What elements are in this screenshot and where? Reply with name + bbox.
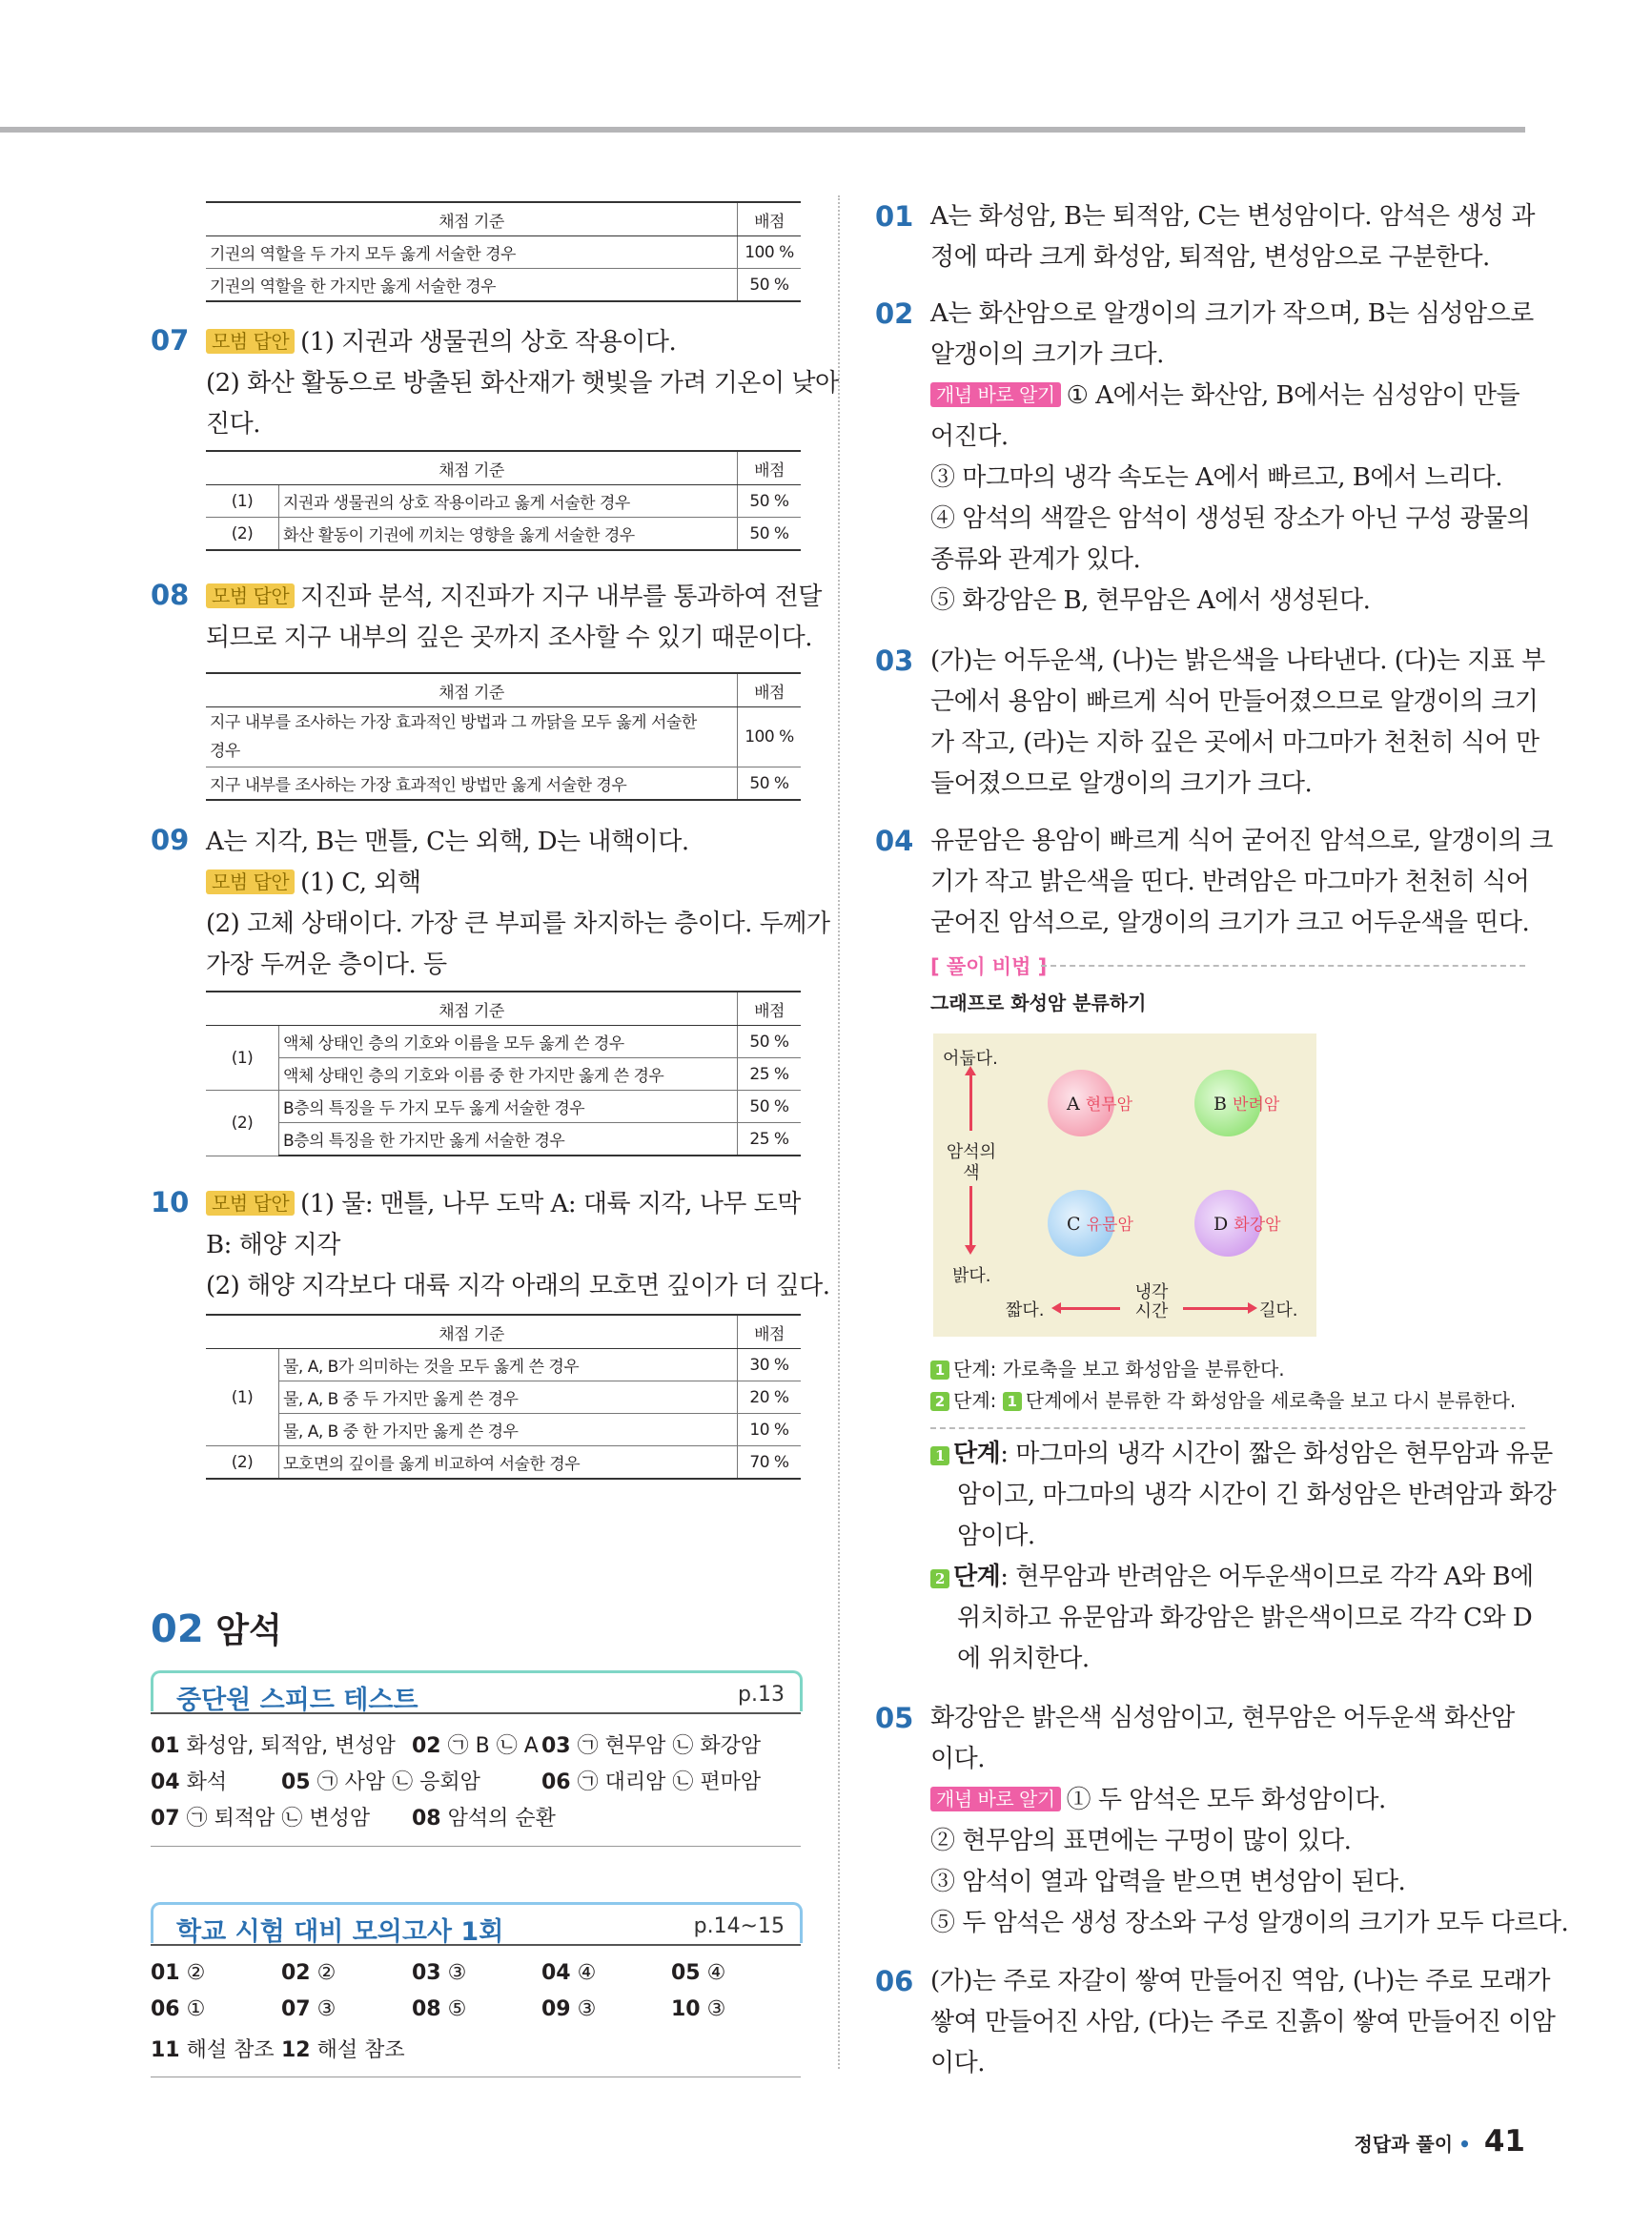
circle-a-label (1067, 1091, 1200, 1115)
text-line: 진다. (206, 410, 260, 439)
text-line: 되므로 지구 내부의 깊은 곳까지 조사할 수 있기 때문이다. (206, 624, 813, 652)
arrow-up-icon (965, 1066, 976, 1075)
text-line: : 현무암과 반려암은 어두운색이므로 각각 A와 B에 (1000, 1563, 1534, 1591)
answer-text: ㉠ B ㉡ A (447, 1734, 539, 1758)
rock-name: 유문암 (1086, 1216, 1133, 1235)
cell: 물, A, B 중 한 가지만 옳게 쓴 경우 (279, 1414, 738, 1446)
text-line: 근에서 용암이 빠르게 식어 만들어졌으므로 알갱이의 크기 (930, 687, 1539, 716)
answer-num: 04 (541, 1961, 571, 1985)
cell: 30 % (738, 1349, 802, 1381)
x-axis-label: 냉각 시간 (1134, 1282, 1169, 1321)
text-line: 기가 작고 밝은색을 띤다. 반려암은 마그마가 천천히 식어 (930, 868, 1530, 896)
text-line: 에 위치한다. (957, 1645, 1090, 1673)
circle-b (1194, 1070, 1280, 1136)
text-line: ⑤ 화강암은 B, 현무암은 A에서 생성된다. (930, 586, 1371, 615)
arrow-left-icon (1051, 1302, 1061, 1314)
answer-text: ③ (447, 1961, 467, 1985)
x-axis-left: 짧다. (1006, 1300, 1045, 1320)
answer-06 (930, 1961, 1556, 2084)
section-name: 암석 (215, 1611, 282, 1650)
y-arrow-up-shaft (969, 1074, 972, 1131)
answer-text: ⑤ (447, 1997, 467, 2021)
speed-answer (151, 1766, 227, 1795)
speed-answer (412, 1729, 539, 1759)
rock-name: 화강암 (1234, 1216, 1281, 1235)
step-label: 단계 (953, 1440, 1001, 1468)
page-footer (1354, 2124, 1525, 2158)
cell: 액체 상태인 층의 기호와 이름을 모두 옳게 쓴 경우 (279, 1026, 738, 1058)
answer-08 (206, 577, 822, 659)
top-rule (0, 127, 1525, 133)
th-score: 배점 (738, 451, 802, 485)
answer-07 (206, 322, 839, 445)
text-line: 정에 따라 크게 화성암, 퇴적암, 변성암으로 구분한다. (930, 243, 1490, 272)
answer-text: ① (186, 1997, 206, 2021)
th-criteria: 채점 기준 (206, 673, 738, 707)
mock-answer (412, 1961, 466, 1985)
text-line: 가 작고, (라)는 지하 깊은 곳에서 마그마가 천천히 식어 만 (930, 728, 1540, 757)
cell: 10 % (738, 1414, 802, 1446)
cell: 50 % (738, 1091, 802, 1123)
mock-answer (671, 1961, 725, 1985)
answer-num: 12 (281, 2038, 311, 2062)
circle-c-label (1067, 1211, 1200, 1235)
text-line: 암이다. (957, 1522, 1035, 1550)
answer-num: 05 (281, 1770, 311, 1794)
y-arrow-down-shaft (969, 1186, 972, 1245)
answer-03 (930, 641, 1545, 805)
answer-num: 01 (151, 1961, 180, 1985)
answer-text: 해설 참조 (186, 2038, 275, 2062)
text-line: 가장 두꺼운 층이다. 등 (206, 951, 447, 979)
answer-num: 09 (541, 1997, 571, 2021)
secret-title: 그래프로 화성암 분류하기 (930, 992, 1147, 1014)
arrow-down-icon (965, 1245, 976, 1255)
text-line: ③ 마그마의 냉각 속도는 A에서 빠르고, B에서 느리다. (930, 463, 1502, 492)
cell: B층의 특징을 두 가지 모두 옳게 서술한 경우 (279, 1091, 738, 1123)
th-criteria: 채점 기준 (206, 1315, 738, 1349)
circle-b-label (1214, 1091, 1347, 1115)
answer-text: ㉠ 대리암 ㉡ 편마암 (577, 1770, 762, 1794)
cell: (1) (206, 1026, 279, 1091)
step-text: 단계에서 분류한 각 화성암을 세로축을 보고 다시 분류한다. (1025, 1389, 1517, 1412)
answer-text: ② (316, 1961, 337, 1985)
cell: 기권의 역할을 한 가지만 옳게 서술한 경우 (206, 269, 738, 302)
answer-text: ④ (577, 1961, 597, 1985)
text-line: 쌓여 만들어진 사암, (다)는 주로 진흙이 쌓여 만들어진 이암 (930, 2008, 1556, 2036)
question-number: 10 (151, 1186, 190, 1218)
question-number: 05 (875, 1702, 914, 1734)
mock-answer (541, 1997, 596, 2021)
answer-09 (206, 822, 830, 986)
x-axis-right: 길다. (1259, 1300, 1298, 1320)
dashed-rule (930, 1427, 1525, 1429)
step-text: : 가로축을 보고 화성암을 분류한다. (989, 1358, 1285, 1381)
answer-num: 11 (151, 2038, 180, 2062)
text-line: 화강암은 밝은색 심성암이고, 현무암은 어두운색 화산암 (930, 1704, 1515, 1732)
model-answer-tag: 모범 답안 (206, 329, 295, 354)
score-table-08 (206, 672, 801, 801)
text-line: 굳어진 암석으로, 알갱이의 크기가 크고 어두운색을 띤다. (930, 909, 1530, 937)
answer-text: ㉠ 퇴적암 ㉡ 변성암 (186, 1807, 371, 1831)
question-number: 07 (151, 324, 190, 357)
section-number: 02 (151, 1607, 204, 1651)
mock-answer (151, 1997, 205, 2021)
answer-num: 02 (281, 1961, 311, 1985)
text-line: A는 화성암, B는 퇴적암, C는 변성암이다. 암석은 생성 과 (930, 202, 1536, 231)
text-line: 유문암은 용암이 빠르게 식어 굳어진 암석으로, 알갱이의 크 (930, 827, 1553, 855)
text-line: (가)는 어두운색, (나)는 밝은색을 나타낸다. (다)는 지표 부 (930, 646, 1545, 675)
igneous-rock-graph (933, 1033, 1316, 1337)
cell: 모호면의 깊이를 옳게 비교하여 서술한 경우 (279, 1446, 738, 1480)
text-line: (2) 화산 활동으로 방출된 화산재가 햇빛을 가려 기온이 낮아 (206, 369, 839, 398)
th-score: 배점 (738, 992, 802, 1026)
speed-answer (412, 1802, 556, 1831)
answer-text: ③ (577, 1997, 597, 2021)
speed-answer (151, 1729, 396, 1759)
text-line: ① 두 암석은 모두 화성암이다. (1066, 1786, 1386, 1814)
box-rule (151, 1846, 801, 1847)
answer-02 (930, 294, 1534, 622)
circle-letter: A (1067, 1094, 1080, 1115)
th-criteria: 채점 기준 (206, 451, 738, 485)
answer-01 (930, 196, 1536, 278)
score-table-07 (206, 450, 801, 551)
step-number-icon: 1 (930, 1446, 949, 1465)
answer-text: ㉠ 현무암 ㉡ 화강암 (577, 1734, 762, 1758)
concept-tag: 개념 바로 알기 (930, 1787, 1061, 1811)
text-line: (1) 지권과 생물권의 상호 작용이다. (300, 328, 677, 357)
mock-answer (151, 1961, 205, 1985)
step-2 (930, 1385, 1516, 1413)
cell: 50 % (738, 518, 802, 551)
answer-text: 화석 (186, 1770, 228, 1794)
mock-answer (151, 2034, 275, 2063)
circle-c (1048, 1190, 1133, 1257)
mock-answer (412, 1997, 466, 2021)
box-rule (151, 1944, 801, 1946)
text-line: ③ 암석이 열과 압력을 받으면 변성암이 된다. (930, 1868, 1406, 1896)
cell: 50 % (738, 767, 802, 801)
step-label: 단계 (953, 1563, 1001, 1591)
y-axis-bottom: 밝다. (952, 1266, 991, 1286)
answer-num: 07 (151, 1807, 180, 1831)
text-line: 이다. (930, 1745, 985, 1773)
x-arrow-right-shaft (1183, 1307, 1248, 1310)
answer-text: ② (186, 1961, 206, 1985)
th-score: 배점 (738, 673, 802, 707)
step-label: 단계 (953, 1358, 990, 1381)
mock-answer (281, 1961, 336, 1985)
step-explanation (930, 1434, 1557, 1680)
cell: (1) (206, 485, 279, 518)
circle-a (1048, 1070, 1133, 1136)
th-criteria: 채점 기준 (206, 992, 738, 1026)
circle-letter: B (1214, 1094, 1227, 1115)
score-table-09 (206, 991, 801, 1156)
circle-letter: D (1214, 1214, 1229, 1235)
cell: 50 % (738, 269, 802, 302)
text-line: ① A에서는 화산암, B에서는 심성암이 만들 (1066, 381, 1520, 410)
y-axis-label: 암석의 색 (946, 1142, 997, 1183)
answer-text: ④ (706, 1961, 726, 1985)
text-line: (1) C, 외핵 (300, 869, 421, 897)
model-answer-tag: 모범 답안 (206, 869, 295, 894)
speed-test-header (151, 1670, 803, 1715)
text-line: (2) 고체 상태이다. 가장 큰 부피를 차지하는 층이다. 두께가 (206, 910, 830, 938)
speed-answer (281, 1766, 480, 1795)
secret-label: [ 풀이 비법 ] (930, 955, 1048, 978)
mock-answer (671, 1997, 725, 2021)
answer-num: 10 (671, 1997, 701, 2021)
mock-answer (281, 1997, 336, 2021)
question-number: 03 (875, 644, 914, 677)
text-line: ⑤ 두 암석은 생성 장소와 구성 알갱이의 크기가 모두 다르다. (930, 1909, 1569, 1937)
mock-test-header (151, 1902, 803, 1947)
answer-num: 05 (671, 1961, 701, 1985)
text-line: 암이고, 마그마의 냉각 시간이 긴 화성암은 반려암과 화강 (957, 1481, 1557, 1509)
speed-test-page: p.13 (738, 1683, 785, 1707)
text-line: 이다. (930, 2049, 985, 2077)
concept-tag: 개념 바로 알기 (930, 382, 1061, 407)
circle-letter: C (1067, 1214, 1081, 1235)
cell: (2) (206, 518, 279, 551)
cell: 50 % (738, 1026, 802, 1058)
circle-d (1194, 1190, 1281, 1257)
text-line: A는 화산암으로 알갱이의 크기가 작으며, B는 심성암으로 (930, 299, 1534, 328)
answer-num: 06 (541, 1770, 571, 1794)
text-line: (가)는 주로 자갈이 쌓여 만들어진 역암, (나)는 주로 모래가 (930, 1967, 1551, 1995)
answer-05 (930, 1698, 1569, 1944)
question-number: 01 (875, 200, 914, 233)
step-number-icon: 1 (930, 1361, 949, 1380)
speed-answer (541, 1766, 761, 1795)
th-score: 배점 (738, 202, 802, 236)
answer-num: 02 (412, 1734, 441, 1758)
answer-text: 암석의 순환 (447, 1807, 556, 1831)
text-line: 어진다. (930, 422, 1009, 451)
answer-text: ③ (706, 1997, 726, 2021)
question-number: 09 (151, 824, 190, 856)
step-number-icon: 1 (1003, 1392, 1022, 1411)
text-line: 종류와 관계가 있다. (930, 545, 1141, 574)
cell: 20 % (738, 1381, 802, 1414)
answer-num: 03 (541, 1734, 571, 1758)
cell: (2) (206, 1446, 279, 1480)
answer-num: 07 (281, 1997, 311, 2021)
step-1 (930, 1354, 1285, 1381)
speed-answer (541, 1729, 761, 1759)
column-divider (838, 195, 840, 2069)
cell: B층의 특징을 한 가지만 옳게 서술한 경우 (279, 1123, 738, 1156)
question-number: 08 (151, 579, 190, 611)
step-label: 단계 (953, 1389, 990, 1412)
cell-line: 지구 내부를 조사하는 가장 효과적인 방법과 그 까닭을 모두 옳게 서술한 (210, 713, 697, 732)
cell (206, 707, 738, 767)
th-score: 배점 (738, 1315, 802, 1349)
box-rule (151, 1712, 801, 1714)
cell: 기권의 역할을 두 가지 모두 옳게 서술한 경우 (206, 236, 738, 269)
question-number: 04 (875, 825, 914, 857)
bullet-icon: • (1458, 2133, 1471, 2156)
cell: 화산 활동이 기권에 끼치는 영향을 옳게 서술한 경우 (279, 518, 738, 551)
text-line: : 마그마의 냉각 시간이 짧은 화성암은 현무암과 유문 (1000, 1440, 1553, 1468)
answer-num: 01 (151, 1734, 180, 1758)
text-line: A는 지각, B는 맨틀, C는 외핵, D는 내핵이다. (206, 828, 689, 856)
rock-name: 반려암 (1233, 1095, 1280, 1115)
dashed-rule (1041, 965, 1525, 967)
answer-text: ③ (316, 1997, 337, 2021)
cell: 물, A, B 중 두 가지만 옳게 쓴 경우 (279, 1381, 738, 1414)
answer-num: 08 (412, 1807, 441, 1831)
step-text: : (989, 1389, 1003, 1412)
cell: 25 % (738, 1123, 802, 1156)
arrow-right-icon (1248, 1302, 1257, 1314)
cell: 25 % (738, 1058, 802, 1091)
mock-answer (541, 1961, 596, 1985)
page-number: 41 (1483, 2124, 1525, 2158)
cell: (2) (206, 1091, 279, 1156)
cell: 액체 상태인 층의 기호와 이름 중 한 가지만 옳게 쓴 경우 (279, 1058, 738, 1091)
text-line: ② 현무암의 표면에는 구멍이 많이 있다. (930, 1827, 1352, 1855)
step-number-icon: 2 (930, 1392, 949, 1411)
circle-d-label (1214, 1211, 1347, 1235)
answer-num: 03 (412, 1961, 441, 1985)
step-number-icon: 2 (930, 1569, 949, 1588)
speed-test-title: 중단원 스피드 테스트 (176, 1686, 418, 1715)
answer-num: 08 (412, 1997, 441, 2021)
answer-10 (206, 1184, 830, 1307)
text-line: (1) 물: 맨틀, 나무 도막 A: 대륙 지각, 나무 도막 (300, 1190, 801, 1218)
mock-test-title: 학교 시험 대비 모의고사 1회 (176, 1917, 504, 1947)
text-line: 지진파 분석, 지진파가 지구 내부를 통과하여 전달 (300, 583, 822, 611)
cell: 지권과 생물권의 상호 작용이라고 옳게 서술한 경우 (279, 485, 738, 518)
model-answer-tag: 모범 답안 (206, 1191, 295, 1216)
score-table-10 (206, 1314, 801, 1480)
section-title (151, 1604, 282, 1652)
text-line: 들어졌으므로 알갱이의 크기가 크다. (930, 769, 1313, 798)
rock-name: 현무암 (1085, 1095, 1133, 1115)
cell-line: 경우 (210, 742, 240, 761)
question-number: 02 (875, 297, 914, 330)
text-line: B: 해양 지각 (206, 1231, 340, 1259)
cell: 지구 내부를 조사하는 가장 효과적인 방법만 옳게 서술한 경우 (206, 767, 738, 801)
answer-num: 04 (151, 1770, 180, 1794)
cell: 물, A, B가 의미하는 것을 모두 옳게 쓴 경우 (279, 1349, 738, 1381)
footer-label: 정답과 풀이 (1354, 2133, 1454, 2156)
y-axis-top: 어둡다. (943, 1049, 998, 1069)
question-number: 06 (875, 1965, 914, 1997)
cell: (1) (206, 1349, 279, 1446)
answer-text: ㉠ 사암 ㉡ 응회암 (316, 1770, 480, 1794)
cell: 50 % (738, 485, 802, 518)
th-criteria: 채점 기준 (206, 202, 738, 236)
answer-text: 화성암, 퇴적암, 변성암 (186, 1734, 396, 1758)
cell: 70 % (738, 1446, 802, 1480)
text-line: ④ 암석의 색깔은 암석이 생성된 장소가 아닌 구성 광물의 (930, 504, 1531, 533)
text-line: (2) 해양 지각보다 대륙 지각 아래의 모호면 깊이가 더 깊다. (206, 1272, 830, 1300)
text-line: 알갱이의 크기가 크다. (930, 340, 1164, 369)
answer-text: 해설 참조 (316, 2038, 405, 2062)
score-table-06 (206, 201, 801, 302)
model-answer-tag: 모범 답안 (206, 583, 295, 608)
mock-test-page: p.14~15 (693, 1914, 785, 1938)
mock-answer (281, 2034, 405, 2063)
answer-num: 06 (151, 1997, 180, 2021)
cell: 100 % (738, 707, 802, 767)
text-line: 위치하고 유문암과 화강암은 밝은색이므로 각각 C와 D (957, 1604, 1533, 1632)
speed-answer (151, 1802, 370, 1831)
cell: 100 % (738, 236, 802, 269)
x-arrow-left-shaft (1059, 1307, 1120, 1310)
answer-04 (930, 821, 1553, 944)
